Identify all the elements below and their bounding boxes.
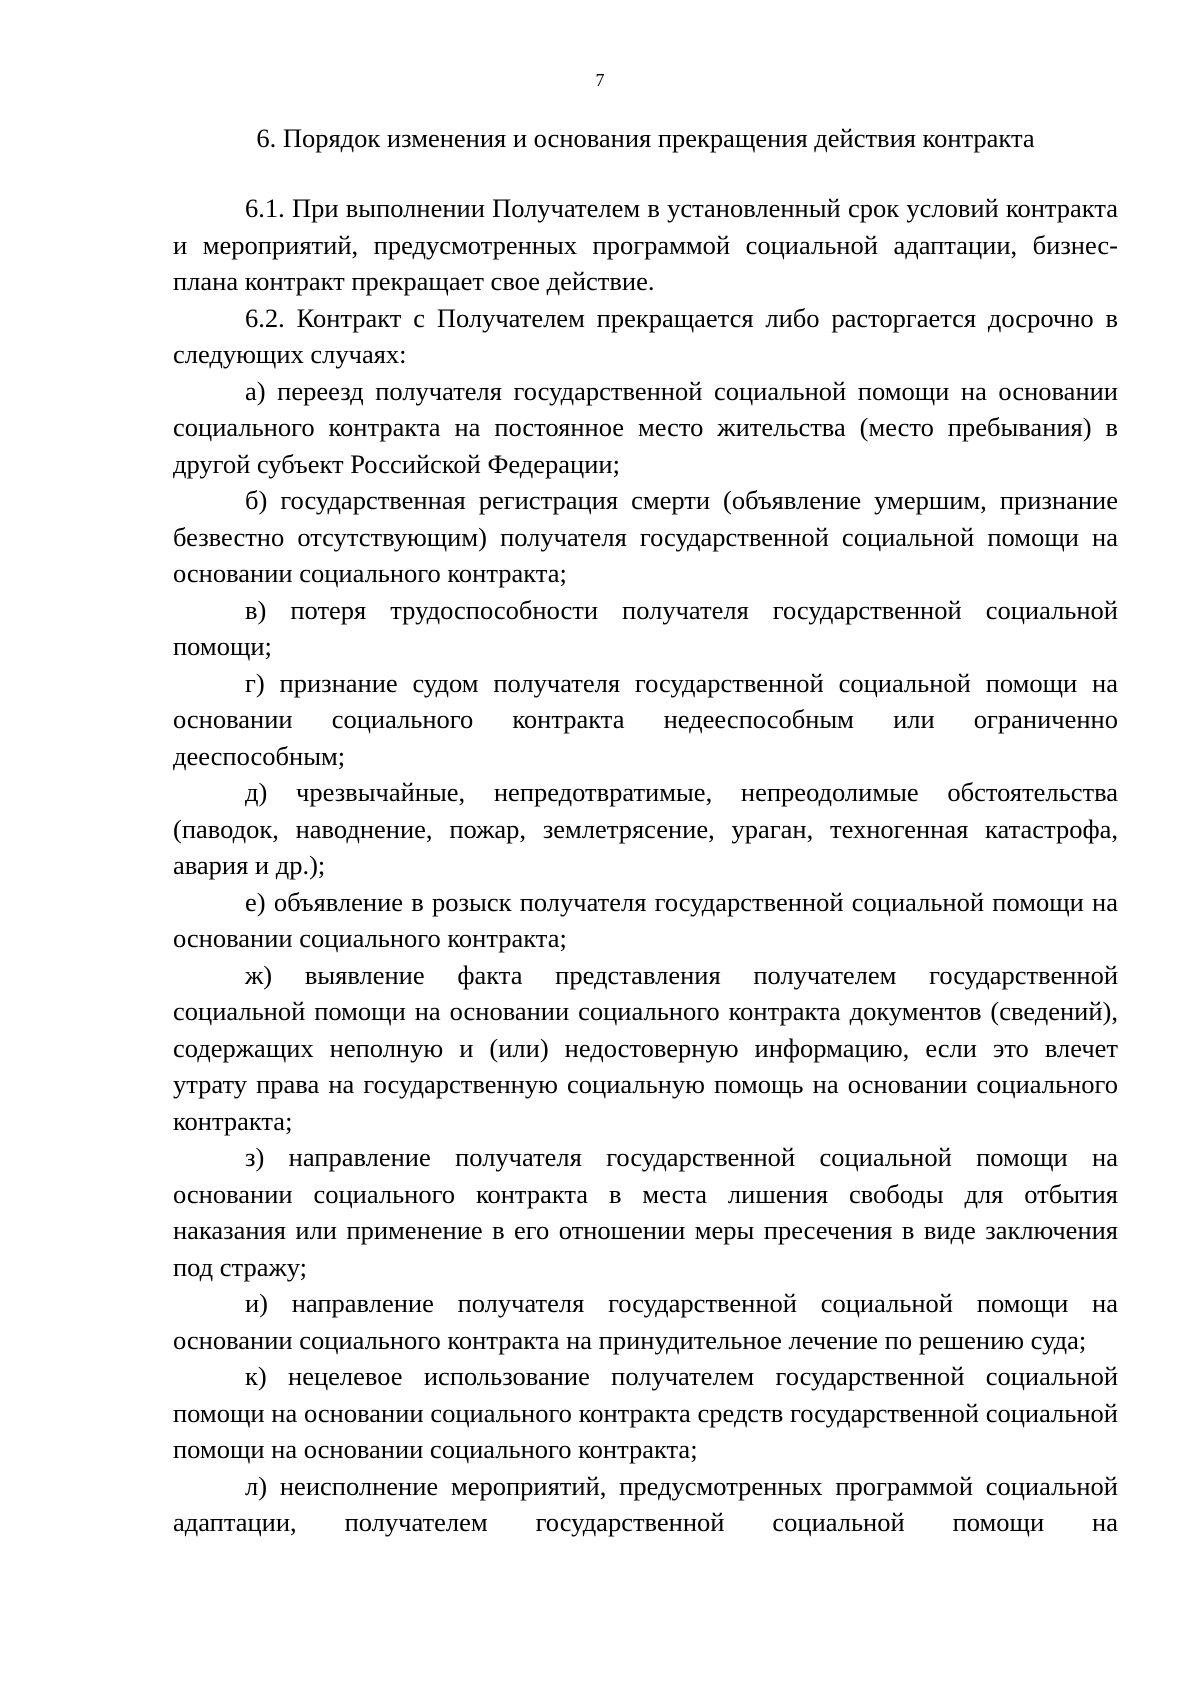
list-item-a: а) переезд получателя государственной социальной помощи на основании социального контракта на постоянное место жительства (место пребывания) в другой субъект Российской Федерации;: [173, 375, 1118, 479]
list-item-z: з) направление получателя государственной социальной помощи на основании социального контракта в места лишения свободы для отбытия наказания или применение в его отношении меры пресечения в виде заключения под стражу;: [173, 1142, 1118, 1282]
list-item-d: д) чрезвычайные, непредотвратимые, непреодолимые обстоятельства (паводок, наводнение, пожар, землетрясение, ураган, техногенная катастрофа, авария и др.);: [173, 777, 1118, 880]
list-item-v: в) потеря трудоспособности получателя государственной социальной помощи;: [173, 594, 1118, 661]
list-item-b: б) государственная регистрация смерти (объявление умершим, признание безвестно отсутствующим) получателя государственной социальной помощи на основании социального контракта;: [173, 485, 1118, 588]
document-body: [173, 190, 1118, 1541]
list-item-g: г) признание судом получателя государственной социальной помощи на основании социального контракта недееспособным или ограниченно дееспособным;: [173, 667, 1118, 771]
paragraph-6-1: 6.1. При выполнении Получателем в установленный срок условий контракта и мероприятий, предусмотренных программой социальной адаптации, бизнес-плана контракт прекращает свое действие.: [173, 193, 1118, 296]
list-item-i: и) направление получателя государственной социальной помощи на основании социального контракта на принудительное лечение по решению суда;: [173, 1288, 1118, 1355]
list-item-zh: ж) выявление факта представления получателем государственной социальной помощи на основании социального контракта документов (сведений), содержащих неполную и (или) недостоверную информацию, если это влечет утрату права на государственную социальную помощь на основании социального контракта;: [173, 959, 1118, 1136]
page-number: 7: [595, 70, 605, 90]
paragraph-6-2: 6.2. Контракт с Получателем прекращается либо расторгается досрочно в следующих случаях:: [173, 302, 1118, 369]
list-item-e: е) объявление в розыск получателя государственной социальной помощи на основании социального контракта;: [173, 886, 1118, 953]
list-item-k: к) нецелевое использование получателем государственной социальной помощи на основании социального контракта средств государственной социальной помощи на основании социального контракта;: [173, 1361, 1118, 1464]
list-item-l: л) неисполнение мероприятий, предусмотренных программой социальной адаптации, получателем государственной социальной помощи на: [173, 1470, 1118, 1537]
section-title: 6. Порядок изменения и основания прекращения действия контракта: [256, 123, 1035, 153]
